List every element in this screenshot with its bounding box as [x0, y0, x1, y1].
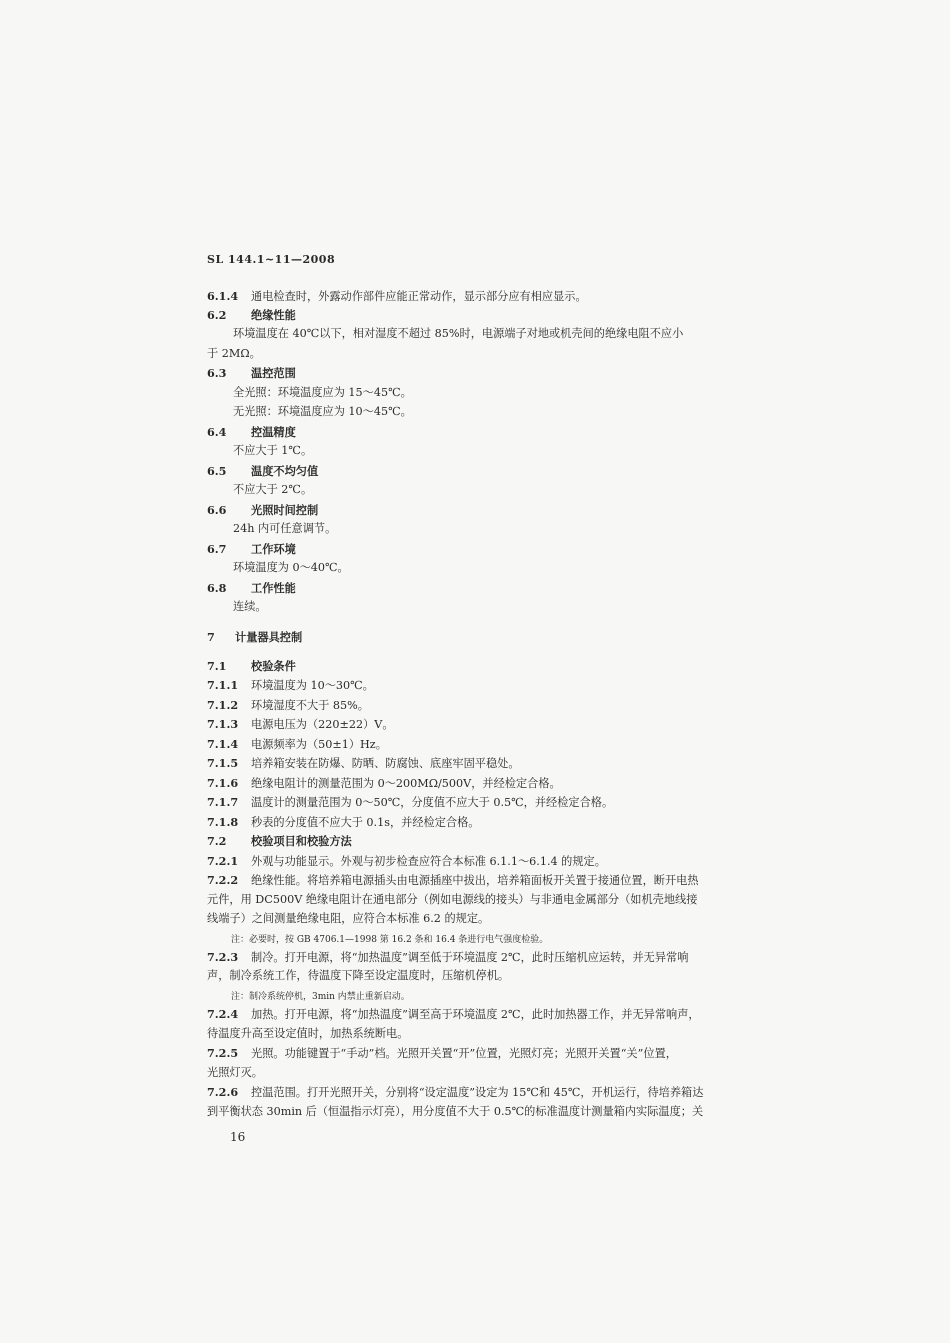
paragraph-line: 环境温度在 40℃以下，相对湿度不超过 85%时，电源端子对地或机壳间的绝缘电阻不应小 — [233, 327, 684, 340]
clause-text: 通电检查时，外露动作部件应能正常动作，显示部分应有相应显示。 — [251, 290, 587, 303]
clause-text: 外观与功能显示。外观与初步检查应符合本标准 6.1.1～6.1.4 的规定。 — [251, 855, 606, 868]
clause-text: 绝缘电阻计的测量范围为 0～200MΩ/500V，并经检定合格。 — [251, 777, 561, 790]
clause-number: 7.2.5 — [207, 1046, 239, 1060]
heading-6-7 — [207, 541, 296, 557]
clause-number: 7.2.2 — [207, 873, 239, 887]
clause-number: 6.5 — [207, 464, 227, 478]
heading-text: 温度不均匀值 — [251, 464, 319, 478]
clause-text: 绝缘性能。将培养箱电源插头由电源插座中拔出，培养箱面板开关置于接通位置，断开电热 — [251, 874, 699, 887]
clause-number: 7.2.3 — [207, 950, 239, 964]
paragraph-line: 无光照：环境温度应为 10～45℃。 — [233, 405, 412, 418]
paragraph-line: 声，制冷系统工作，待温度下降至设定温度时，压缩机停机。 — [207, 969, 510, 982]
clause-number: 7.1 — [207, 659, 227, 673]
paragraph-line: 全光照：环境温度应为 15～45℃。 — [233, 386, 412, 399]
clause-number: 6.1.4 — [207, 289, 239, 303]
clause-7-1-5 — [207, 755, 520, 772]
clause-number: 6.7 — [207, 542, 227, 556]
clause-7-1-7 — [207, 794, 613, 811]
paragraph-line: 待温度升高至设定值时，加热系统断电。 — [207, 1027, 409, 1040]
heading-7-1 — [207, 658, 296, 674]
standard-code: SL 144.1~11—2008 — [207, 253, 336, 266]
clause-number: 7.1.2 — [207, 698, 239, 712]
clause-text: 控温范围。打开光照开关，分别将“设定温度”设定为 15℃和 45℃，开机运行，待培养箱达 — [251, 1086, 704, 1099]
heading-text: 光照时间控制 — [251, 503, 319, 517]
clause-text: 制冷。打开电源，将“加热温度”调至低于环境温度 2℃，此时压缩机应运转，并无异常响 — [251, 951, 689, 964]
clause-number: 7.1.8 — [207, 815, 239, 829]
clause-text: 电源频率为（50±1）Hz。 — [251, 738, 387, 751]
paragraph-line: 于 2MΩ。 — [207, 347, 261, 360]
heading-7-2 — [207, 833, 352, 849]
clause-7-2-6 — [207, 1084, 703, 1101]
clause-number: 7.1.3 — [207, 717, 239, 731]
paragraph-line: 到平衡状态 30min 后（恒温指示灯亮），用分度值不大于 0.5℃的标准温度计测量箱内实际温度；关 — [207, 1105, 704, 1118]
clause-number: 7.1.6 — [207, 776, 239, 790]
clause-7-2-3 — [207, 949, 688, 966]
clause-number: 7.1.1 — [207, 678, 239, 692]
paragraph-line: 线端子）之间测量绝缘电阻，应符合本标准 6.2 的规定。 — [207, 912, 490, 925]
clause-text: 秒表的分度值不应大于 0.1s，并经检定合格。 — [251, 816, 480, 829]
paragraph-line: 不应大于 2℃。 — [233, 483, 313, 496]
clause-7-2-4 — [207, 1006, 700, 1023]
paragraph-line: 环境温度为 0～40℃。 — [233, 561, 349, 574]
clause-text: 电源电压为（220±22）V。 — [251, 718, 394, 731]
clause-number: 7.1.7 — [207, 795, 239, 809]
heading-text: 温控范围 — [251, 366, 296, 380]
heading-6-8 — [207, 580, 296, 596]
heading-6-4 — [207, 424, 296, 440]
clause-7-1-6 — [207, 775, 561, 792]
page-number: 16 — [230, 1130, 246, 1144]
heading-text: 绝缘性能 — [251, 308, 296, 322]
heading-text: 工作环境 — [251, 542, 296, 556]
clause-number: 7.1.4 — [207, 737, 239, 751]
clause-text: 环境温度为 10～30℃。 — [251, 679, 374, 692]
clause-7-2-1 — [207, 853, 606, 870]
clause-number: 6.8 — [207, 581, 227, 595]
clause-text: 培养箱安装在防爆、防晒、防腐蚀、底座牢固平稳处。 — [251, 757, 520, 770]
clause-text: 温度计的测量范围为 0～50℃，分度值不应大于 0.5℃，并经检定合格。 — [251, 796, 614, 809]
clause-number: 7.1.5 — [207, 756, 239, 770]
clause-number: 6.4 — [207, 425, 227, 439]
clause-7-1-8 — [207, 814, 479, 831]
paragraph-line: 元件，用 DC500V 绝缘电阻计在通电部分（例如电源线的接头）与非通电金属部分（如机壳地线接 — [207, 893, 698, 906]
clause-number: 7.2.4 — [207, 1007, 239, 1021]
paragraph-line: 光照灯灭。 — [207, 1066, 263, 1079]
heading-text: 校验项目和校验方法 — [251, 834, 352, 848]
paragraph-line: 24h 内可任意调节。 — [233, 522, 337, 535]
paragraph-line: 连续。 — [233, 600, 267, 613]
clause-number: 6.2 — [207, 308, 227, 322]
heading-6-3 — [207, 365, 296, 381]
heading-7 — [207, 629, 302, 645]
clause-7-1-3 — [207, 716, 394, 733]
clause-7-1-4 — [207, 736, 387, 753]
heading-6-6 — [207, 502, 318, 518]
clause-number: 7.2.6 — [207, 1085, 239, 1099]
heading-6-5 — [207, 463, 318, 479]
heading-6-2 — [207, 307, 296, 323]
clause-7-2-5 — [207, 1045, 677, 1062]
heading-text: 工作性能 — [251, 581, 296, 595]
clause-7-2-2 — [207, 872, 699, 889]
clause-text: 加热。打开电源，将“加热温度”调至高于环境温度 2℃，此时加热器工作，并无异常响声， — [251, 1008, 700, 1021]
note-line: 注：必要时，按 GB 4706.1—1998 第 16.2 条和 16.4 条进行电气强度检验。 — [231, 935, 549, 945]
clause-6-1-4 — [207, 288, 587, 305]
clause-text: 环境湿度不大于 85%。 — [251, 699, 369, 712]
clause-number: 6.3 — [207, 366, 227, 380]
heading-text: 控温精度 — [251, 425, 296, 439]
clause-7-1-1 — [207, 677, 374, 694]
note-line: 注：制冷系统停机，3min 内禁止重新启动。 — [231, 992, 410, 1002]
heading-text: 计量器具控制 — [235, 630, 303, 644]
clause-number: 6.6 — [207, 503, 227, 517]
clause-7-1-2 — [207, 697, 369, 714]
paragraph-line: 不应大于 1℃。 — [233, 444, 313, 457]
clause-number: 7.2 — [207, 834, 227, 848]
heading-text: 校验条件 — [251, 659, 296, 673]
clause-text: 光照。功能键置于“手动”档。光照开关置“开”位置，光照灯亮；光照开关置“关”位置， — [251, 1047, 677, 1060]
clause-number: 7 — [207, 630, 215, 644]
clause-number: 7.2.1 — [207, 854, 239, 868]
